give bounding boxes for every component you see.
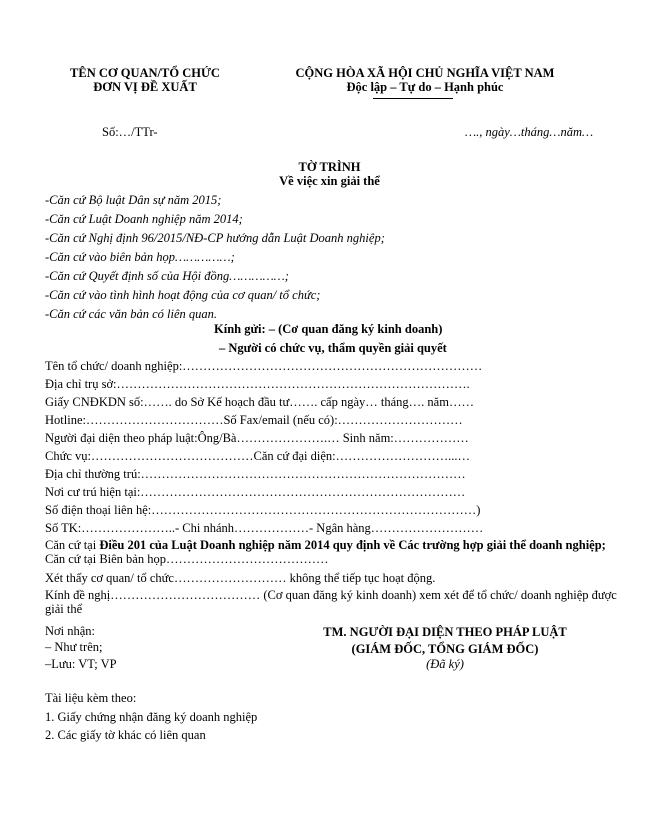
legal-basis: -Căn cứ Bộ luật Dân sự năm 2015; [45, 193, 222, 207]
clause-article: Điều 201 của Luật Doanh nghiệp năm 2014 quy định về Các trường hợp giải thể doanh nghiệp; [99, 538, 606, 552]
field-bank-account: Số TK:…………………..- Chi nhánh………………- Ngân hàng……………………… [45, 521, 484, 535]
document-number: Số:…/TTr- [102, 125, 158, 139]
recipient-item: – Như trên; [45, 640, 103, 654]
legal-basis: -Căn cứ Quyết định số của Hội đồng……………; [45, 269, 289, 283]
request-paragraph: Kính đề nghị……………………………… (Cơ quan đăng ký kinh doanh) xem xét để tổ chức/ doanh nghiệp được giải thể [45, 588, 617, 616]
legal-clause-paragraph [45, 538, 615, 566]
attachments-label: Tài liệu kèm theo: [45, 691, 137, 705]
field-phone: Số điện thoại liên hệ:……………………………………………………………………) [45, 503, 481, 517]
legal-basis: -Căn cứ Luật Doanh nghiệp năm 2014; [45, 212, 243, 226]
field-current-residence: Nơi cư trú hiện tại:…………………………………………………………………… [45, 485, 466, 499]
legal-basis: -Căn cứ Nghị định 96/2015/NĐ-CP hướng dẫn Luật Doanh nghiệp; [45, 231, 385, 245]
attachment-item: 2. Các giấy tờ khác có liên quan [45, 728, 206, 742]
national-motto: Độc lập – Tự do – Hạnh phúc [346, 80, 504, 94]
field-permanent-address: Địa chỉ thường trú:…………………………………………………………………… [45, 467, 466, 481]
field-org-name: Tên tổ chức/ doanh nghiệp:……………………………………………………………… [45, 359, 483, 373]
national-title: CỘNG HÒA XÃ HỘI CHỦ NGHĨA VIỆT NAM [295, 66, 555, 80]
consideration-line: Xét thấy cơ quan/ tổ chức……………………… không thể tiếp tục hoạt động. [45, 571, 436, 585]
legal-basis: -Căn cứ vào tình hình hoạt động của cơ quan/ tổ chức; [45, 288, 321, 302]
legal-basis: -Căn cứ vào biên bản họp……………; [45, 250, 235, 264]
signer-position: (GIÁM ĐỐC, TỔNG GIÁM ĐỐC) [351, 642, 539, 656]
clause-prefix: Căn cứ tại [45, 538, 100, 552]
date-line: …., ngày…tháng…năm… [465, 125, 594, 139]
clause-suffix: Căn cứ tại Biên bản họp………………………………… [45, 552, 329, 566]
legal-basis: -Căn cứ các văn bản có liên quan. [45, 307, 218, 321]
recipient-line: – Người có chức vụ, thẩm quyền giải quyết [219, 341, 447, 355]
document-title: TỜ TRÌNH [298, 160, 361, 174]
proposing-unit: ĐƠN VỊ ĐỀ XUẤT [93, 80, 197, 94]
motto-underline [373, 98, 453, 99]
field-position: Chức vụ:…………………………………Căn cứ đại diện:………………………...… [45, 449, 470, 463]
field-address: Địa chỉ trụ sở:…………………………………………………………………………. [45, 377, 470, 391]
field-hotline: Hotline:……………………………Số Fax/email (nếu có):………………………… [45, 413, 463, 427]
field-business-certificate: Giấy CNĐKDN số:……. do Sở Kế hoạch đầu tư……. cấp ngày… tháng…. năm…… [45, 395, 474, 409]
attachment-item: 1. Giấy chứng nhận đăng ký doanh nghiệp [45, 710, 258, 724]
document-subject: Về việc xin giải thể [279, 174, 380, 188]
recipients-label: Nơi nhận: [45, 624, 96, 638]
recipient-line: Kính gửi: – (Cơ quan đăng ký kinh doanh) [214, 322, 443, 336]
signed-note: (Đã ký) [426, 657, 464, 671]
organization-name: TÊN CƠ QUAN/TỔ CHỨC [70, 66, 220, 80]
signer-title: TM. NGƯỜI ĐẠI DIỆN THEO PHÁP LUẬT [323, 625, 567, 639]
field-legal-representative: Người đại diện theo pháp luật:Ông/Bà………………….… Sinh năm:……………… [45, 431, 469, 445]
recipient-item: –Lưu: VT; VP [45, 657, 117, 671]
